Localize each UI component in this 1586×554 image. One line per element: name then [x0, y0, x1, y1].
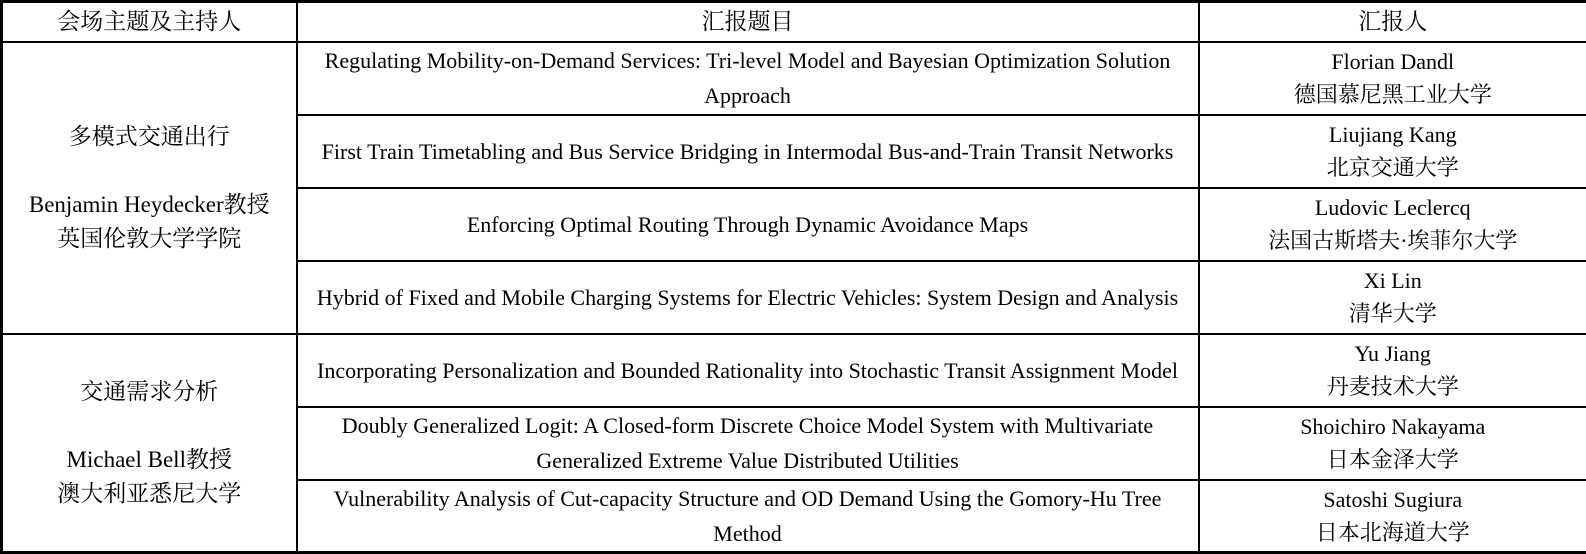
session-host: Benjamin Heydecker教授 [28, 191, 270, 217]
session-cell-demand-analysis [2, 334, 297, 553]
presenter-cell [1199, 188, 1586, 261]
presenter-cell [1199, 42, 1586, 115]
presenter-cell [1199, 115, 1586, 188]
session-spacer [9, 154, 290, 188]
table-row [2, 42, 1586, 115]
presenter-affiliation: 法国古斯塔夫·埃菲尔大学 [1268, 228, 1518, 253]
presenter-name: Ludovic Leclercq [1314, 195, 1471, 220]
presenter-name: Florian Dandl [1331, 49, 1455, 74]
header-session-theme: 会场主题及主持人 [2, 2, 297, 42]
talk-title: Doubly Generalized Logit: A Closed-form Discrete Choice Model System with Multivariate Generalized Extreme Value Distributed Utilities [297, 407, 1199, 480]
talk-title: First Train Timetabling and Bus Service Bridging in Intermodal Bus-and-Train Transit Networks [297, 115, 1199, 188]
header-presenter: 汇报人 [1199, 2, 1586, 42]
presenter-name: Liujiang Kang [1328, 122, 1457, 147]
presenter-affiliation: 日本北海道大学 [1315, 519, 1470, 545]
table-row [2, 334, 1586, 407]
session-theme: 交通需求分析 [80, 378, 219, 404]
session-spacer [9, 409, 290, 443]
session-cell-multimodal [2, 42, 297, 334]
presenter-name: Shoichiro Nakayama [1300, 414, 1486, 439]
presenter-affiliation: 清华大学 [1348, 301, 1437, 326]
talk-title: Hybrid of Fixed and Mobile Charging Systems for Electric Vehicles: System Design and Analysis [297, 261, 1199, 334]
presenter-name: Satoshi Sugiura [1323, 486, 1463, 512]
talk-title: Incorporating Personalization and Bounded Rationality into Stochastic Transit Assignment Model [297, 334, 1199, 407]
presenter-affiliation: 日本金泽大学 [1326, 447, 1459, 472]
header-row [2, 2, 1586, 42]
session-host-affiliation: 澳大利亚悉尼大学 [57, 480, 242, 506]
presenter-affiliation: 丹麦技术大学 [1326, 374, 1459, 399]
presenter-name: Yu Jiang [1354, 341, 1431, 366]
session-theme: 多模式交通出行 [68, 123, 230, 149]
session-host: Michael Bell教授 [66, 446, 232, 472]
session-host-affiliation: 英国伦敦大学学院 [57, 225, 242, 251]
talk-title: Vulnerability Analysis of Cut-capacity Structure and OD Demand Using the Gomory-Hu Tree Method [297, 480, 1199, 553]
talk-title: Regulating Mobility-on-Demand Services: Tri-level Model and Bayesian Optimization Solution Approach [297, 42, 1199, 115]
presenter-affiliation: 德国慕尼黑工业大学 [1293, 82, 1492, 107]
presenter-cell [1199, 407, 1586, 480]
talk-title: Enforcing Optimal Routing Through Dynamic Avoidance Maps [297, 188, 1199, 261]
presenter-cell [1199, 334, 1586, 407]
presenter-cell [1199, 261, 1586, 334]
presenter-cell [1199, 480, 1586, 553]
header-report-title: 汇报题目 [297, 2, 1199, 42]
presenter-name: Xi Lin [1363, 268, 1422, 293]
presenter-affiliation: 北京交通大学 [1326, 155, 1459, 180]
